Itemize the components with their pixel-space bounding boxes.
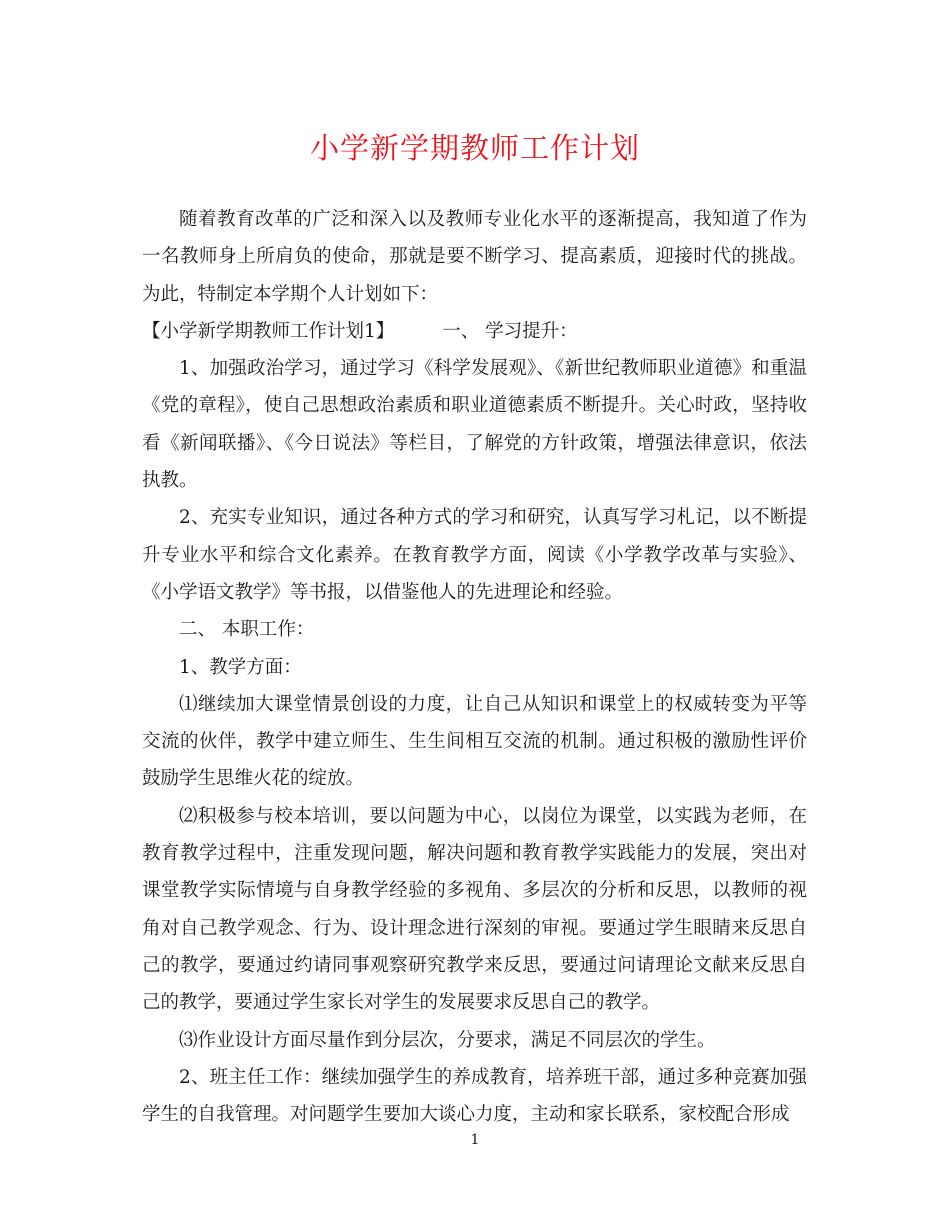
- intro-paragraph: 随着教育改革的广泛和深入以及教师专业化水平的逐渐提高，我知道了作为一名教师身上所肩负的使命，那就是要不断学习、提高素质，迎接时代的挑战。为此，特制定本学期个人计划如下：: [142, 209, 807, 305]
- item1-1-paragraph: 1、加强政治学习，通过学习《科学发展观》、《新世纪教师职业道德》和重温《党的章程》，使自己思想政治素质和职业道德素质不断提升。关心时政，坚持收看《新闻联播》、《今日说法》等栏目，了解党的方针政策，增强法律意识，依法执教。: [142, 358, 807, 492]
- plan-heading: [142, 313, 807, 350]
- item2-2-paragraph: 2、班主任工作：继续加强学生的养成教育，培养班干部，通过多种竞赛加强学生的自我管理。对问题学生要加大谈心力度，主动和家长联系，家校配合形成: [142, 1066, 807, 1126]
- teaching-3-paragraph: ⑶作业设计方面尽量作到分层次，分要求，满足不同层次的学生。: [179, 1029, 716, 1051]
- teaching-2-paragraph: ⑵积极参与校本培训，要以问题为中心，以岗位为课堂，以实践为老师，在教育教学过程中，注重发现问题，解决问题和教育教学实践能力的发展，突出对课堂教学实际情境与自身教学经验的多视角、多层次的分析和反思，以教师的视角对自己教学观念、行为、设计理念进行深刻的审视。要通过学生眼睛来反思自己的教学，要通过约请同事观察研究教学来反思，要通过问请理论文献来反思自己的教学，要通过学生家长对学生的发展要求反思自己的教学。: [142, 805, 807, 1014]
- teaching-1-paragraph: ⑴继续加大课堂情景创设的力度，让自己从知识和课堂上的权威转变为平等交流的伙伴，教学中建立师生、生生间相互交流的机制。通过积极的激励性评价鼓励学生思维火花的绽放。: [142, 693, 807, 790]
- page-number: 1: [470, 1132, 480, 1148]
- sub-teaching-heading: 1、教学方面：: [179, 656, 302, 678]
- document-body: [142, 201, 807, 1133]
- plan-label: 【小学新学期教师工作计划1】: [142, 320, 395, 342]
- document-title: 小学新学期教师工作计划: [309, 131, 640, 165]
- section2-title: 二、 本职工作：: [179, 619, 315, 641]
- section1-title: 一、 学习提升：: [442, 320, 578, 342]
- item1-2-paragraph: 2、充实专业知识，通过各种方式的学习和研究，认真写学习札记，以不断提升专业水平和综合文化素养。在教育教学方面，阅读《小学教学改革与实验》、《小学语文教学》等书报，以借鉴他人的先进理论和经验。: [142, 507, 807, 603]
